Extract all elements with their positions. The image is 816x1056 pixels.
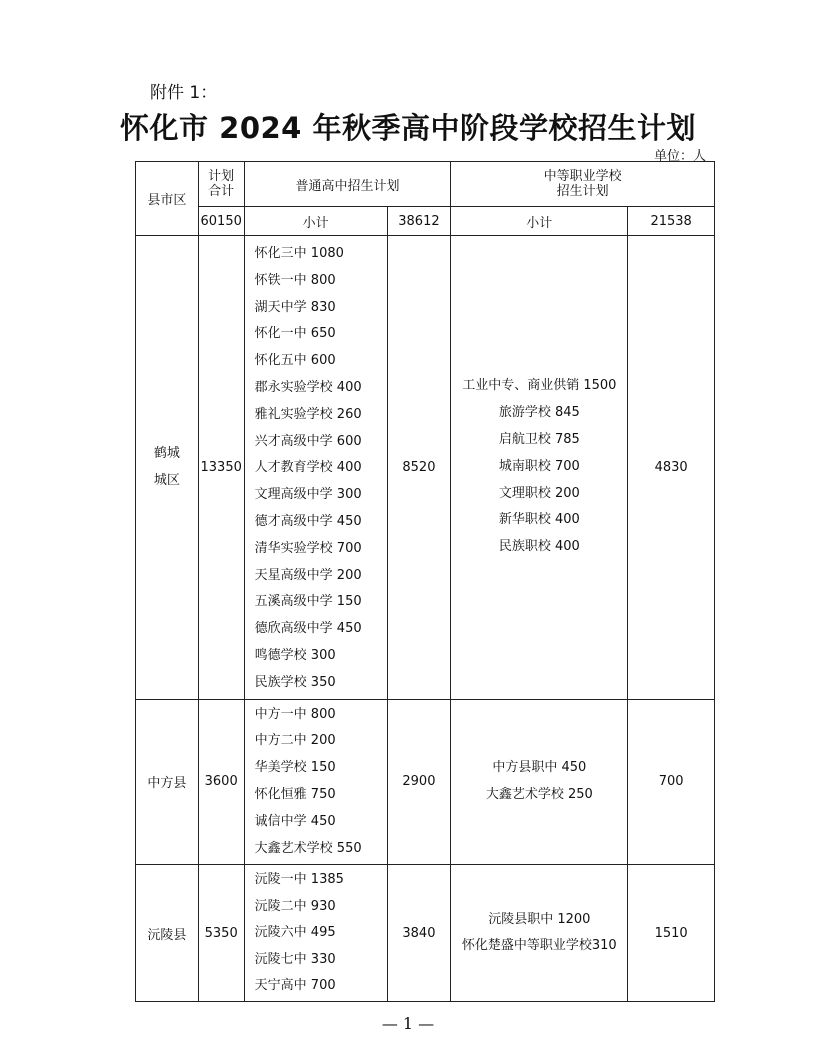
list-item: 天宁高中 700 <box>254 977 336 993</box>
vocational-total: 1510 <box>628 865 715 1002</box>
vocational-total: 4830 <box>628 236 715 700</box>
list-item: 怀化三中 1080 <box>254 246 344 261</box>
list-item: 启航卫校 785 <box>498 432 580 448</box>
list-item: 怀化楚盛中等职业学校310 <box>461 938 617 954</box>
table-row <box>136 236 715 700</box>
county-total: 3600 <box>198 699 244 865</box>
unit-label: 单位：人 <box>653 149 706 164</box>
page-title: 怀化市 2024 年秋季高中阶段学校招生计划 <box>120 111 696 145</box>
list-item: 民族职校 400 <box>498 539 580 555</box>
list-item: 湖天中学 830 <box>254 299 336 315</box>
list-item: 德欣高级中学 450 <box>254 621 362 637</box>
vocational-school-list <box>451 865 628 1002</box>
list-item: 旅游学校 845 <box>498 405 580 421</box>
vocational-school-list <box>451 699 628 865</box>
list-item: 城南职校 700 <box>498 458 580 474</box>
vocational-subtotal: 21538 <box>628 207 715 236</box>
list-item: 中方县职中 450 <box>492 760 587 776</box>
list-item: 兴才高级中学 600 <box>254 433 362 449</box>
county-total: 5350 <box>198 865 244 1002</box>
header-row <box>136 162 715 207</box>
general-plan-header: 普通高中招生计划 <box>244 162 451 207</box>
vocational-school-list <box>451 236 628 700</box>
county-header: 县市区 <box>136 162 199 236</box>
list-item: 沅陵二中 930 <box>254 898 336 914</box>
county-name: 沅陵县 <box>136 865 199 1002</box>
table-row <box>136 699 715 865</box>
list-item: 沅陵七中 330 <box>254 951 336 967</box>
list-item: 诚信中学 450 <box>254 813 336 829</box>
list-item: 天星高级中学 200 <box>254 567 362 583</box>
list-item: 工业中专、商业供销 1500 <box>462 378 617 394</box>
list-item: 人才教育学校 400 <box>254 460 362 476</box>
list-item: 沅陵六中 495 <box>254 925 336 941</box>
list-item: 大鑫艺术学校 250 <box>485 786 593 802</box>
county-name-text: 鹤城 城区 <box>153 446 180 489</box>
vocational-plan-header-text: 中等职业学校 招生计划 <box>543 169 622 199</box>
list-item: 大鑫艺术学校 550 <box>254 840 362 856</box>
county-name: 中方县 <box>136 699 199 865</box>
county-total: 13350 <box>198 236 244 700</box>
list-item: 怀铁一中 800 <box>254 272 336 288</box>
general-total: 3840 <box>387 865 451 1002</box>
enrollment-plan-table <box>135 161 715 1002</box>
list-item: 怀化一中 650 <box>254 326 336 342</box>
plan-total-header <box>198 162 244 207</box>
general-school-list <box>244 236 387 700</box>
general-subtotal-label: 小计 <box>244 207 387 236</box>
list-item: 沅陵一中 1385 <box>254 872 344 888</box>
list-item: 雅礼实验学校 260 <box>254 406 362 422</box>
attachment-label: 附件 1： <box>150 83 218 103</box>
vocational-subtotal-label: 小计 <box>451 207 628 236</box>
general-subtotal: 38612 <box>387 207 451 236</box>
list-item: 郡永实验学校 400 <box>254 379 362 395</box>
list-item: 民族学校 350 <box>254 674 336 690</box>
list-item: 中方二中 200 <box>254 733 336 749</box>
page-number: — 1 — <box>381 1014 435 1033</box>
county-name <box>136 236 199 700</box>
list-item: 文理职校 200 <box>498 485 580 501</box>
list-item: 文理高级中学 300 <box>254 487 362 503</box>
table-row <box>136 865 715 1002</box>
subtotal-row <box>136 207 715 236</box>
list-item: 怀化恒雅 750 <box>254 786 336 802</box>
grand-total: 60150 <box>198 207 244 236</box>
general-total: 8520 <box>387 236 451 700</box>
list-item: 怀化五中 600 <box>254 353 336 369</box>
list-item: 五溪高级中学 150 <box>254 594 362 610</box>
list-item: 华美学校 150 <box>254 760 336 776</box>
general-school-list <box>244 865 387 1002</box>
list-item: 德才高级中学 450 <box>254 513 362 529</box>
vocational-total: 700 <box>628 699 715 865</box>
plan-total-header-text: 计划 合计 <box>208 169 235 199</box>
list-item: 沅陵县职中 1200 <box>488 911 591 927</box>
list-item: 鸣德学校 300 <box>254 647 336 663</box>
general-school-list <box>244 699 387 865</box>
vocational-plan-header <box>451 162 715 207</box>
list-item: 中方一中 800 <box>254 706 336 722</box>
list-item: 清华实验学校 700 <box>254 540 362 556</box>
list-item: 新华职校 400 <box>498 512 580 528</box>
general-total: 2900 <box>387 699 451 865</box>
